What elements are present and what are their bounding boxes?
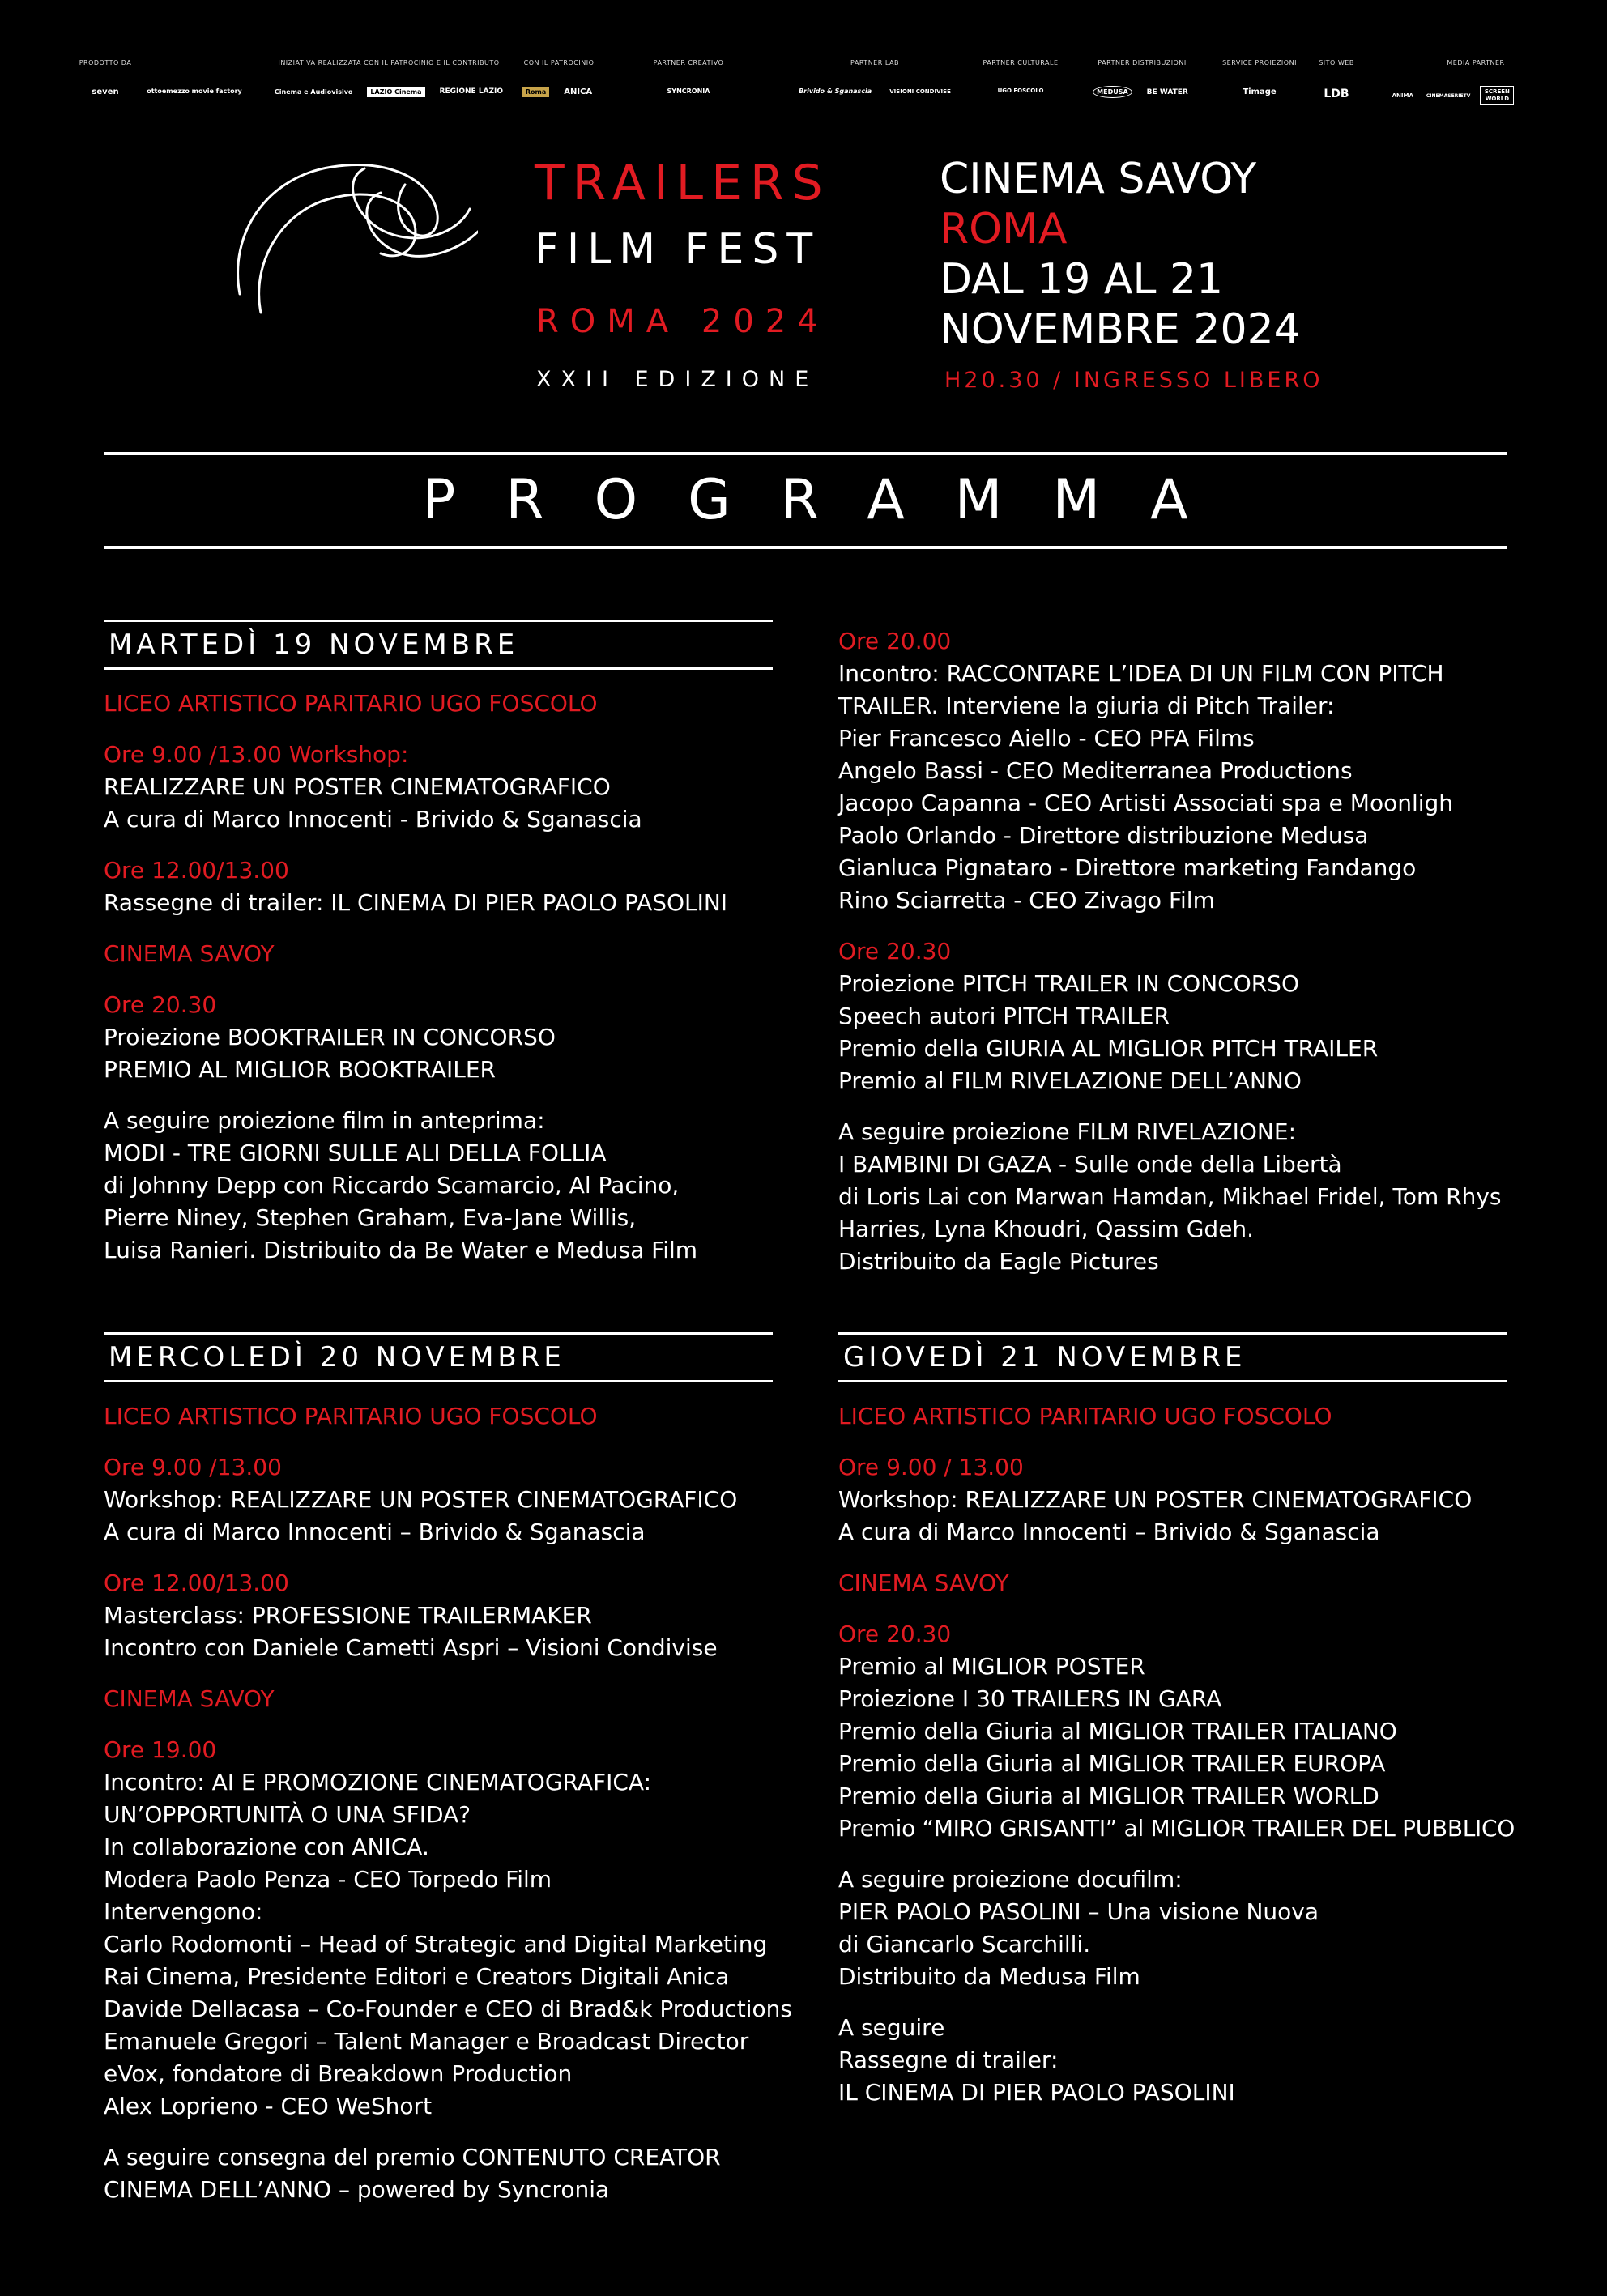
festival-edition: XXII EDIZIONE — [536, 367, 819, 392]
event-line: Rassegne di trailer: — [838, 2047, 1059, 2073]
event-line: Proiezione BOOKTRAILER IN CONCORSO — [104, 1024, 556, 1050]
event — [838, 1618, 1515, 1845]
event-time: Ore 19.00 — [104, 1736, 217, 1763]
event-line: Distribuito da Eagle Pictures — [838, 1248, 1159, 1275]
event-time: Ore 20.30 — [838, 938, 952, 965]
venue-block — [940, 154, 1301, 355]
venue-city: ROMA — [940, 205, 1068, 253]
sponsor-label: PARTNER CULTURALE — [983, 59, 1059, 66]
event — [104, 739, 773, 836]
sponsor-logo: SCREEN WORLD — [1480, 86, 1514, 105]
sponsor-group-prodotto — [65, 58, 146, 98]
dates-line-2: NOVEMBRE 2024 — [940, 305, 1301, 354]
sponsor-logo: ANICA — [564, 87, 593, 96]
event-line: Pier Francesco Aiello - CEO PFA Films — [838, 725, 1255, 752]
section-title: CINEMA SAVOY — [104, 940, 275, 967]
sponsor-group-patrocinio-contributo — [251, 58, 526, 97]
event-line: REALIZZARE UN POSTER CINEMATOGRAFICO — [104, 773, 611, 800]
day-martedi-continued — [838, 625, 1507, 1297]
event-line: Proiezione PITCH TRAILER IN CONCORSO — [838, 970, 1299, 997]
event-line: Proiezione I 30 TRAILERS IN GARA — [838, 1685, 1222, 1712]
sponsor-logo: CINEMASERIETV — [1426, 92, 1471, 99]
event-time: Ore 9.00 /13.00 — [104, 1454, 282, 1480]
dates-line-1: DAL 19 AL 21 — [940, 255, 1224, 304]
sponsor-logo: ANIMA — [1392, 92, 1413, 99]
event-line: Intervengono: — [104, 1898, 263, 1925]
sponsor-group-patrocinio — [486, 58, 632, 98]
event-line: Modera Paolo Penza - CEO Torpedo Film — [104, 1866, 552, 1893]
event-line: A seguire proiezione film in anteprima: — [104, 1107, 545, 1134]
event — [838, 1864, 1507, 1993]
event-line: Harries, Lyna Khoudri, Qassim Gdeh. — [838, 1216, 1255, 1242]
event-time: Ore 9.00 / 13.00 — [838, 1454, 1024, 1480]
event-line: UN’OPPORTUNITÀ O UNA SFIDA? — [104, 1801, 471, 1828]
event — [838, 2012, 1507, 2109]
event-line: Premio della Giuria al MIGLIOR TRAILER WORLD — [838, 1783, 1379, 1809]
event-line: Alex Loprieno - CEO WeShort — [104, 2093, 433, 2119]
event-line: A cura di Marco Innocenti – Brivido & Sganascia — [838, 1519, 1380, 1545]
event-line: Premio della Giuria al MIGLIOR TRAILER EUROPA — [838, 1750, 1386, 1777]
event-line: Incontro: AI E PROMOZIONE CINEMATOGRAFICA: — [104, 1769, 652, 1795]
event — [104, 1451, 773, 1548]
event-line: Emanuele Gregori – Talent Manager e Broadcast Director — [104, 2028, 749, 2055]
day-heading: MARTEDÌ 19 NOVEMBRE — [104, 620, 773, 670]
sponsor-label: PRODOTTO DA — [79, 59, 132, 66]
sponsor-logo: SYNCRONIA — [667, 87, 710, 95]
event-line: Gianluca Pignataro - Direttore marketing Fandango — [838, 854, 1417, 881]
sponsor-group-distribuzioni — [1053, 58, 1231, 98]
festival-title: TRAILERS — [535, 155, 831, 211]
section-title: LICEO ARTISTICO PARITARIO UGO FOSCOLO — [838, 1403, 1332, 1429]
event — [838, 1116, 1507, 1278]
event-line: Rassegne di trailer: IL CINEMA DI PIER PAOLO PASOLINI — [104, 889, 728, 916]
event — [104, 854, 773, 919]
event — [104, 989, 773, 1086]
event-line: Davide Dellacasa – Co-Founder e CEO di Brad&k Productions — [104, 1996, 792, 2022]
event-line: A seguire consegna del premio CONTENUTO CREATOR — [104, 2144, 721, 2170]
event-line: Incontro con Daniele Cametti Aspri – Visioni Condivise — [104, 1634, 718, 1661]
event-line: A seguire proiezione FILM RIVELAZIONE: — [838, 1118, 1297, 1145]
event-time: Ore 20.30 — [104, 991, 217, 1018]
sponsor-group-creativo — [632, 58, 745, 96]
sponsor-label: INIZIATIVA REALIZZATA CON IL PATROCINIO E IL CONTRIBUTO — [278, 59, 500, 66]
event-line: CINEMA DELL’ANNO – powered by Syncronia — [104, 2176, 610, 2203]
event — [104, 1105, 773, 1267]
programma-heading: PROGRAMMA — [422, 468, 1238, 532]
sponsor-label: PARTNER DISTRIBUZIONI — [1098, 59, 1187, 66]
event-line: PREMIO AL MIGLIOR BOOKTRAILER — [104, 1056, 496, 1083]
time-entry-info: H20.30 / INGRESSO LIBERO — [944, 368, 1324, 393]
event-line: IL CINEMA DI PIER PAOLO PASOLINI — [838, 2079, 1235, 2106]
event-line: Carlo Rodomonti – Head of Strategic and Digital Marketing — [104, 1931, 768, 1957]
sponsor-label: SITO WEB — [1319, 59, 1354, 66]
event-line: Premio della GIURIA AL MIGLIOR PITCH TRAILER — [838, 1035, 1379, 1062]
sponsor-label: PARTNER CREATIVO — [653, 59, 724, 66]
event-line: Masterclass: PROFESSIONE TRAILERMAKER — [104, 1602, 592, 1629]
festival-city-year: ROMA 2024 — [536, 303, 829, 340]
sponsor-label: MEDIA PARTNER — [1447, 59, 1505, 66]
sponsor-logo: MEDUSA — [1093, 86, 1132, 98]
festival-logo-icon — [235, 144, 478, 330]
event-line: A seguire — [838, 2014, 945, 2041]
day-giovedi — [838, 1332, 1515, 2128]
venue-name: CINEMA SAVOY — [940, 155, 1257, 203]
event-line: A cura di Marco Innocenti - Brivido & Sganascia — [104, 806, 642, 833]
event — [104, 1734, 792, 2123]
event-line: A seguire proiezione docufilm: — [838, 1866, 1183, 1893]
sponsor-label: PARTNER LAB — [850, 59, 899, 66]
sponsor-logo: Cinema e Audiovisivo — [274, 87, 353, 96]
sponsor-logo: VISIONI CONDIVISE — [889, 87, 951, 95]
day-heading: GIOVEDÌ 21 NOVEMBRE — [838, 1332, 1507, 1382]
event-line: Workshop: REALIZZARE UN POSTER CINEMATOGRAFICO — [104, 1486, 738, 1513]
event-time: Ore 12.00/13.00 — [104, 857, 289, 884]
event-time: Ore 12.00/13.00 — [104, 1570, 289, 1596]
event-line: di Giancarlo Scarchilli. — [838, 1931, 1091, 1957]
section-title: CINEMA SAVOY — [838, 1570, 1009, 1596]
divider — [104, 546, 1507, 549]
event — [838, 1451, 1507, 1548]
event-line: Speech autori PITCH TRAILER — [838, 1003, 1170, 1029]
sponsor-label: CON IL PATROCINIO — [523, 59, 595, 66]
event — [838, 625, 1507, 917]
event-line: Rino Sciarretta - CEO Zivago Film — [838, 887, 1215, 914]
sponsor-logo: BE WATER — [1146, 87, 1188, 96]
sponsor-logo: Roma — [522, 87, 549, 97]
event-line: Workshop: REALIZZARE UN POSTER CINEMATOGRAFICO — [838, 1486, 1473, 1513]
event-line: Jacopo Capanna - CEO Artisti Associati spa e Moonligh — [838, 790, 1454, 816]
sponsor-logo: UGO FOSCOLO — [997, 87, 1044, 94]
sponsor-group-lab — [753, 58, 996, 96]
day-heading: MERCOLEDÌ 20 NOVEMBRE — [104, 1332, 773, 1382]
section-title: LICEO ARTISTICO PARITARIO UGO FOSCOLO — [104, 1403, 598, 1429]
event-line: Incontro: RACCONTARE L’IDEA DI UN FILM CON PITCH — [838, 660, 1444, 687]
event-line: Distribuito da Medusa Film — [838, 1963, 1140, 1990]
sponsor-logo: seven — [92, 87, 119, 96]
event-line: A cura di Marco Innocenti – Brivido & Sganascia — [104, 1519, 646, 1545]
event-line: eVox, fondatore di Breakdown Production — [104, 2060, 573, 2087]
event-time: Ore 9.00 /13.00 Workshop: — [104, 741, 409, 768]
day-mercoledi — [104, 1332, 792, 2225]
event — [104, 1567, 773, 1664]
event-line: Premio “MIRO GRISANTI” al MIGLIOR TRAILER DEL PUBBLICO — [838, 1815, 1515, 1842]
sponsor-logo: Timage — [1243, 87, 1277, 96]
festival-subtitle: FILM FEST — [535, 225, 821, 274]
event-line: Premio della Giuria al MIGLIOR TRAILER ITALIANO — [838, 1718, 1397, 1744]
day-martedi — [104, 620, 773, 1285]
section-title: LICEO ARTISTICO PARITARIO UGO FOSCOLO — [104, 690, 598, 717]
event-line: Premio al FILM RIVELAZIONE DELL’ANNO — [838, 1067, 1302, 1094]
sponsor-logo: Brivido & Sganascia — [799, 87, 872, 95]
divider — [104, 452, 1507, 455]
sponsor-logo: LAZIO Cinema — [367, 87, 424, 97]
event-line: Paolo Orlando - Direttore distribuzione Medusa — [838, 822, 1369, 849]
event-line: PIER PAOLO PASOLINI – Una visione Nuova — [838, 1898, 1319, 1925]
event-line: Rai Cinema, Presidente Editori e Creators Digitali Anica — [104, 1963, 730, 1990]
event-line: TRAILER. Interviene la giuria di Pitch Trailer: — [838, 692, 1335, 719]
section-title: CINEMA SAVOY — [104, 1685, 275, 1712]
event — [838, 935, 1507, 1097]
sponsor-label: SERVICE PROIEZIONI — [1222, 59, 1297, 66]
event-line: I BAMBINI DI GAZA - Sulle onde della Libertà — [838, 1151, 1342, 1178]
event-line: In collaborazione con ANICA. — [104, 1834, 429, 1860]
event-line: Premio al MIGLIOR POSTER — [838, 1653, 1145, 1680]
sponsor-bar — [65, 58, 1542, 115]
event-line: di Loris Lai con Marwan Hamdan, Mikhael Fridel, Tom Rhys — [838, 1183, 1502, 1210]
sponsor-group-media — [1361, 58, 1542, 105]
event-line: Luisa Ranieri. Distribuito da Be Water e Medusa Film — [104, 1237, 698, 1263]
event-time: Ore 20.00 — [838, 628, 952, 654]
sponsor-logo: ottoemezzo movie factory — [147, 87, 242, 95]
event — [104, 2141, 773, 2206]
event-line: MODI - TRE GIORNI SULLE ALI DELLA FOLLIA — [104, 1139, 607, 1166]
event-line: Pierre Niney, Stephen Graham, Eva-Jane Willis, — [104, 1204, 637, 1231]
event-time: Ore 20.30 — [838, 1621, 952, 1647]
sponsor-logo: REGIONE LAZIO — [439, 87, 504, 96]
event-line: di Johnny Depp con Riccardo Scamarcio, Al Pacino, — [104, 1172, 680, 1199]
event-line: Angelo Bassi - CEO Mediterranea Productions — [838, 757, 1353, 784]
sponsor-logo: LDB — [1324, 87, 1349, 100]
